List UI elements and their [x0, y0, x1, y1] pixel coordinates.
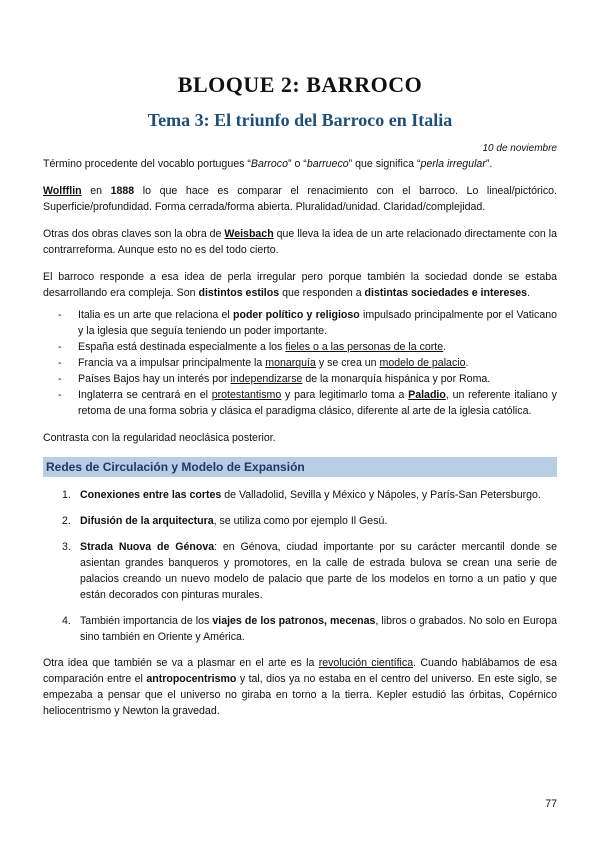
numbered-list	[43, 487, 557, 645]
list-item: - Francia va a impulsar principalmente la monarquía y se crea un modelo de palacio.	[78, 355, 557, 371]
list-item: 1. Conexiones entre las cortes de Valladolid, Sevilla y México y Nápoles, y París-San Petersburgo.	[62, 489, 541, 501]
section-heading: Redes de Circulación y Modelo de Expansión	[43, 457, 557, 477]
page-title: BLOQUE 2: BARROCO	[177, 72, 423, 97]
author-name: Wolfflin	[43, 185, 82, 197]
list-item: 3. Strada Nuova de Génova: en Génova, ciudad importante por su carácter mercantil donde se asientan grandes banqueros y promotores, en la calle de estrada bulova se crean una serie de palacios creando un nuevo modelo de palacio que parte de los modelos en torno a un patio y que están decorados con pinturas murales.	[62, 541, 557, 601]
list-item: - Italia es un arte que relaciona el poder político y religioso impulsado principalmente por el Vaticano y la iglesia que seguía teniendo un poder importante.	[78, 307, 557, 339]
paragraph-contrast: Contrasta con la regularidad neoclásica posterior.	[43, 432, 276, 444]
list-item: 2. Difusión de la arquitectura, se utiliza como por ejemplo Il Gesú.	[62, 515, 388, 527]
list-item: - Inglaterra se centrará en el protestantismo y para legitimarlo toma a Paladio, un referente italiano y retoma de una forma sobria y clásica el paradigma clásico, diferente al arte de la iglesia católica.	[78, 387, 557, 419]
author-name: Weisbach	[224, 228, 274, 240]
paragraph-scientific-revolution: Otra idea que también se va a plasmar en el arte es la revolución científica. Cuando hablábamos de esa comparación entre el antropocentrismo y tal, dios ya no estaba en el centro del universo. En este siglo, se empezaba a pensar que el universo no giraba en torno a la tierra. Kepler estudió las órbitas, Copérnico heliocentrismo y Newton la gravedad.	[43, 657, 557, 717]
paragraph-definition: Término procedente del vocablo portugues “Barroco” o “barrueco” que significa “perla irregular”.	[43, 158, 493, 170]
list-item: - Países Bajos hay un interés por independizarse de la monarquía hispánica y por Roma.	[78, 371, 557, 387]
paragraph-weisbach: Otras dos obras claves son la obra de Weisbach que lleva la idea de un arte relacionado directamente con la contrarreforma. Aunque esto no es del todo cierto.	[43, 228, 557, 256]
list-item: - España está destinada especialmente a los fieles o a las personas de la corte.	[78, 339, 557, 355]
list-item: 4. También importancia de los viajes de los patronos, mecenas, libros o grabados. No solo en Europa sino también en Oriente y América.	[62, 615, 557, 643]
page-number: 77	[545, 798, 557, 810]
date-label: 10 de noviembre	[482, 143, 557, 154]
document-body	[43, 156, 557, 719]
paragraph-wolfflin: Wolfflin en 1888 lo que hace es comparar el renacimiento con el barroco. Lo lineal/pictórico. Superficie/profundidad. Forma cerrada/forma abierta. Pluralidad/unidad. Claridad/complejidad.	[43, 185, 557, 213]
topic-subtitle: Tema 3: El triunfo del Barroco en Italia	[147, 110, 453, 130]
country-list	[43, 307, 557, 419]
paragraph-styles: El barroco responde a esa idea de perla irregular pero porque también la sociedad donde se estaba desarrollando era compleja. Son distintos estilos que responden a distintas sociedades e intereses.	[43, 271, 557, 299]
